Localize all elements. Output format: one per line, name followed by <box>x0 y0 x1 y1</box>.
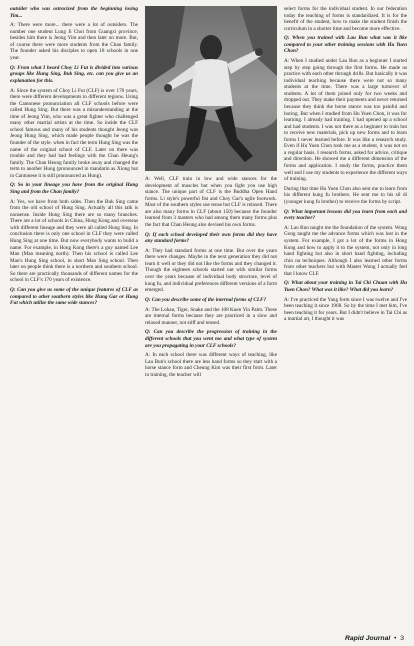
interview-paragraph: A: There were more... there were a lot of outsiders. The number one student Lung Ji Choi from Guangxi province, besides him there is Jeong Yim and then later on more. But, of course there were more students from the Chan family. The founder asked his disciples to open 18 schools in one year. <box>10 22 138 62</box>
photo-image <box>145 6 277 171</box>
interview-question: Q: Can you give us some of the unique features of CLF as compared to other southern styles like Hung Gar or Hung Fut which utilize the same wide stances? <box>10 287 138 307</box>
interview-question: Q: If each school developed their own forms did they have any standard forms? <box>145 231 277 245</box>
interview-question: Q: What important lessons did you learn from each and every teacher? <box>284 208 407 222</box>
interview-paragraph: A: Lau Bun taught me the foundation of the system. Wong Gong taught me the advance forms which was lost in the system. For example, I got a lot of the forms in Hong Kong and how to apply it to the system, not only in long hand fighting but also in short hand fighting, including chin na techniques. Although I also learned other forms from other teachers but with Master Wong I actually feel that I know CLF. <box>284 224 407 277</box>
interview-paragraph: A: They had standard forms at one time. But over the years there were changes. Maybe in the next generation they did not learn it well or they did not like the forms and they changed it. Though the eighteen schools started out with similar forms over the years because of individual body structure, level of kung fu, and individual preferences different versions of a form emerged. <box>145 247 277 294</box>
interview-paragraph: select forms for the individual student. In our federation today the teaching of forms is standardized. It is for the benefit of the student, how to make the student finish the curriculum in a shorter time and become more effective. <box>284 6 407 32</box>
interview-paragraph: A: Well, CLF train in low and wide stances for the development of muscles but when you fight you use high stance. The unique part of CLF is the Buddha Open Hand forms. Li style's powerful fist and Choy Gar's agile footwork. Most of the southern styles use tense but CLF is relaxed. There are also many forms in CLF (about 150) because the founder learned from 3 masters who had among them many forms plus the fact that Chan Heung also devised his own forms. <box>145 176 277 228</box>
interview-question: Q: Can you describe some of the internal forms of CLF? <box>145 296 267 303</box>
text-column-left <box>10 6 138 634</box>
journal-name: Rapid Journal <box>344 635 391 642</box>
page-separator-icon: • <box>392 635 399 642</box>
interview-paragraph: A: When I studied under Lau Bun as a beginner I started step by step going through the first forms. He made us practice with each other through drills. But basically it was individual teaching because there were not so many students at the time. There was a large turnover of students. A lot of them joined only for two weeks and dropped out. They make their payments and never returned because they think the horse stance was too painful and boring. But when I studied from Hu Yuen Chon, it was for learning. I already had training. I had opened up a school and had students. I was not there as a beginner to train but to receive new materials, pick up new forms and to learn forms I never learned before. It was like a research study. Even if Hu Yuen Chon took me as a student, it was not on a regular basis. I research forms, asked for advice, critique and direction. He showed me a different dimension of the forms and application. I study the forms, practice them well and I use my students to experience the different ways of training. <box>284 58 407 183</box>
interview-question: Q: Can you describe the progression of training in the different schools that you went too and what type of system are you propagating in your CLF schools? <box>145 329 277 349</box>
interview-paragraph: outsider who was ostracized from the beginning losing Yim... <box>10 6 138 19</box>
interview-question: Q: So in your lineage you have from the original Hung Sing and from the Chan family? <box>10 182 138 195</box>
interview-paragraph: A: The Lohan, Tiger, Snake and the 108 Kuen Yin Palm. These are internal forms because they are practiced in a slow and relaxed manner, not stiff and tensed. <box>145 306 277 326</box>
interview-question: Q: What about your training in Tai Chi Chuan with Hu Yuen Chon? What was it like? What did you learn? <box>284 280 407 293</box>
interview-paragraph: A: I've practiced the Yang form since I was twelve and I've been teaching it since 1968. So by the time I met him, I've been teaching it for years. But I didn't believe in Tai Chi as a martial art, I thought it was <box>284 296 407 323</box>
interview-paragraph: During that time Hu Yuen Chon also sent me to learn from his different kung fu brothers. He sent me to his sil di (younger kung fu brother) to receive the forms by script. <box>284 185 407 205</box>
interview-paragraph: A: Yes, we have from both sides. Then the Buk Sing came from the old school of Hung Sing. Actually all this talk is nonsense. Inside Hung Sing there are so many branches. There are a lot of schools in China, Hong Kong and overseas with different lineage and they were all called Hung Sing. In conclusion there is only one school in CLF they were called Hung Sing at one time. But now everybody wants to build a name. For example, in Hong Kong there's a guy named Lee Man (Man meaning north). Then his school is called Lee Man's Hung Sing school, in short Man Sing school. Then later on people think there is a northern and southern school. So there are practically thousands of different names for the school in CLF's 170 years of existence. <box>10 198 138 284</box>
text-column-right <box>284 6 407 634</box>
interview-question: Q: From what I heard Choy Li Fut is divided into various groups like Hung Sing, Buk Sing, etc. can you give us an explanation for this. <box>10 64 138 84</box>
interview-question: Q: When you trained with Lau Bun what was it like compared to your other training sessions with Hu Yuen Chon? <box>284 35 407 55</box>
page-number: 3 <box>400 635 404 642</box>
martial-artist-photo <box>145 6 277 171</box>
text-column-middle <box>145 176 277 634</box>
page-footer <box>345 635 404 642</box>
interview-paragraph: A: Since the system of Choy Li Fut (CLF) is over 170 years, there were different developments in different regions. Using the Cantonese pronunciation all CLF schools before were called Hung Sing. But there was a misunderstanding at the time of Jeong Yim, who was a great fighter who challenged many other martial artists at the time. So inside the CLF school famous and many of his students thought Jeong was Jeong Hung Sing, which made people thought he was the founder of the style. when in fact the term Hung Sing was the name of the original school of CLF. Later on there was trouble and they had bad feelings with the Chan Heung's family. The Chan Heung family broke away and changed the term to another Hung (pronounced in mandarin as Xiong but in Cantonese it is still pronounced as Hung). <box>10 87 138 179</box>
interview-paragraph: A: In each school there was different ways of teaching, like Lau Bun's school there are less hand forms so they start with a horse stance form and Cheung Kim was their first form. Later in training, the teacher will <box>145 352 277 378</box>
